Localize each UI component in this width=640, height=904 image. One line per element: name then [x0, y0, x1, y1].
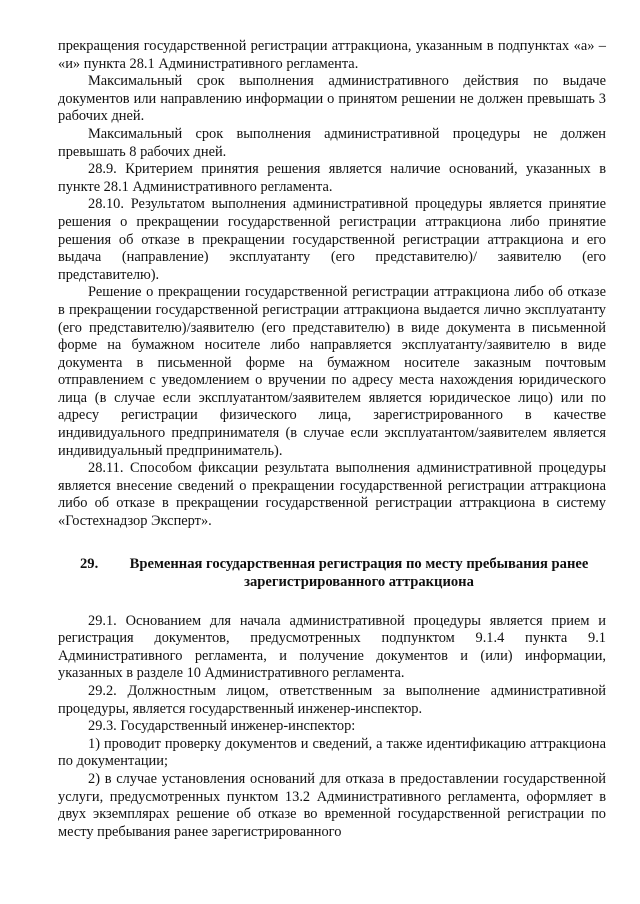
paragraph-continuation: прекращения государственной регистрации аттракциона, указанным в подпунктах «а» – «и» пункта 28.1 Административного регламента. — [58, 38, 606, 72]
paragraph-29-1: 29.1. Основанием для начала административной процедуры является прием и регистрация документов, предусмотренных подпунктом 9.1.4 пункта 9.1 Административного регламента, и получение документов и (или) информации, указанных в разделе 10 Административного регламента. — [58, 612, 606, 682]
paragraph-max-term-3-days: Максимальный срок выполнения административного действия по выдаче документов или направлению информации о принятом решении не должен превышать 3 рабочих дней. — [58, 73, 606, 125]
section-title: Временная государственная регистрация по месту пребывания ранее зарегистрированного аттракциона — [129, 555, 589, 590]
paragraph-29-2: 29.2. Должностным лицом, ответственным за выполнение административной процедуры, является государственный инженер-инспектор. — [58, 683, 606, 717]
paragraph-28-11: 28.11. Способом фиксации результата выполнения административной процедуры является внесение сведений о прекращении государственной регистрации аттракциона либо об отказе в прекращении государственной регистрации аттракциона в систему «Гостехнадзор Эксперт». — [58, 460, 606, 530]
paragraph-28-9: 28.9. Критерием принятия решения является наличие оснований, указанных в пункте 28.1 Административного регламента. — [58, 161, 606, 195]
paragraph-29-3: 29.3. Государственный инженер-инспектор: — [88, 718, 356, 735]
list-item-2: 2) в случае установления оснований для отказа в предоставлении государственной услуги, предусмотренных пунктом 13.2 Административного регламента, оформляет в двух экземплярах решение об отказе во временной государственной регистрации по месту пребывания ранее зарегистрированного — [58, 770, 606, 840]
paragraph-28-10: 28.10. Результатом выполнения административной процедуры является принятие решения о прекращении государственной регистрации аттракциона либо принятие решения об отказе в прекращении государственной регистрации аттракциона и его выдача (направление) эксплуатанту (его представителю)/ заявителю (его представителю). — [58, 196, 606, 283]
section-heading — [58, 555, 606, 591]
paragraph-decision-delivery: Решение о прекращении государственной регистрации аттракциона либо об отказе в прекращении государственной регистрации аттракциона выдается лично эксплуатанту (его представителю)/заявителю (его представителю) в виде документа в письменной форме на бумажном носителе либо направляется эксплуатанту/заявителю в виде документа в письменной форме на бумажном носителе заказным почтовым отправлением с уведомлением о вручении по адресу места нахождения юридического лица (в случае если эксплуатантом/заявителем является юридическое лицо) или по адресу регистрации физического лица, зарегистрированного в качестве индивидуального предпринимателя (в случае если эксплуатантом/заявителем является индивидуальный предприниматель). — [58, 284, 606, 459]
paragraph-max-term-8-days: Максимальный срок выполнения административной процедуры не должен превышать 8 рабочих дней. — [58, 125, 606, 160]
list-item-1: 1) проводит проверку документов и сведений, а также идентификацию аттракциона по документации; — [58, 735, 606, 770]
section-number: 29. — [80, 555, 99, 572]
